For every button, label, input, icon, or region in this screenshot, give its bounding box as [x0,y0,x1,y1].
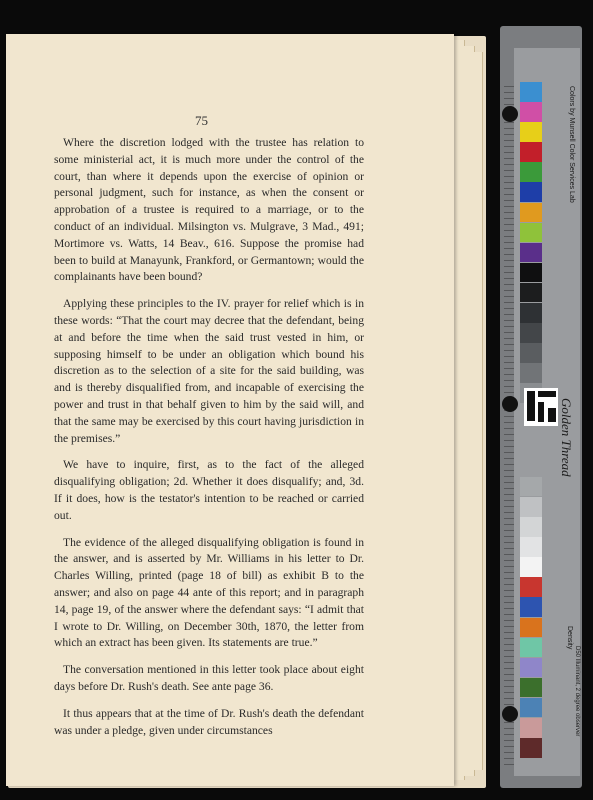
paragraph: Applying these principles to the IV. prayer for relief which is in these words: “That the court may decree that the defendant, being at and before the time when the said trust vested in him, or supposing himself to be under an obligation which bound his discretion as to the selection of a site for the said building, was and is thereby disqualified from, and incapable of exercising the power and trust in that behalf given to him by the said will, and that the same may be exercised by this court having jurisdiction in the premises.” [54,297,364,445]
density-label: Density [566,626,573,650]
color-patch [520,597,542,617]
color-patch [520,283,542,303]
color-patch [520,517,542,537]
observer-text: D50 Illuminant, 2 degree observer [574,646,580,737]
color-patch [520,618,542,638]
color-patch [520,658,542,678]
ruler-ticks [504,86,514,766]
color-patch [520,477,542,497]
paragraph: The evidence of the alleged disqualifying obligation is found in the answer, and is asserted by Mr. Williams in his letter to Dr. Charles Willing, printed (page 18 of bill) as exhibit B to the answer; and also on page 44 ante of this report; and in paragraph 14, page 19, of the answer where the defendant says: “I admit that I wrote to Dr. Willing, on December 30th, 1870, the letter from which an extract has been given. Its statements are true.” [54,535,364,650]
color-patch [520,738,542,758]
color-patch [520,343,542,363]
color-patch [520,323,542,343]
color-patch [520,497,542,517]
paragraph: The conversation mentioned in this letter took place about eight days before Dr. Rush's death. See ante page 36. [54,663,364,693]
maker-text: Colors by Munsell Color Services Lab [568,86,575,203]
color-patch [520,102,542,122]
color-patch [520,243,542,263]
color-patch [520,182,542,202]
page-edge [474,52,483,770]
brand-text: Golden Thread [559,398,574,477]
color-patch [520,638,542,658]
color-patch [520,142,542,162]
color-patch [520,162,542,182]
focus-target [524,388,558,426]
color-patch [520,263,542,283]
color-patch [520,122,542,142]
card-hole [502,396,518,412]
color-patch [520,82,542,102]
color-patch [520,577,542,597]
color-patch [520,303,542,323]
card-hole [502,106,518,122]
page-number: 75 [195,113,208,128]
color-patch [520,203,542,223]
color-patch [520,223,542,243]
paragraph: Where the discretion lodged with the trustee has relation to some ministerial act, it is much more under the control of the court, than where it depends upon the exercise of opinion or personal judgment, such for instance, as when the consent or approbation of a trustee is required to a marriage, or to the conduct of an individual. Milsington vs. Mulgrave, 3 Mad., 491; Mortimore vs. Watts, 14 Beav., 616. Suppose the promise had been to build at Manayunk, Frankford, or Germantown; would the complainants have been bound? [54,136,364,284]
color-patch [520,363,542,383]
color-patch [520,698,542,718]
color-patch [520,557,542,577]
color-patch [520,678,542,698]
card-hole [502,706,518,722]
paragraph: We have to inquire, first, as to the fact of the alleged disqualifying obligation; 2d. Whether it does disqualify; and, 3d. If it does, how is the testator's intention to be reached or carried out. [54,458,364,522]
color-patch [520,718,542,738]
body-text [54,135,364,749]
paragraph: It thus appears that at the time of Dr. Rush's death the defendant was under a pledge, given under circumstances [54,706,364,737]
color-patch [520,537,542,557]
color-calibration-card [500,26,582,788]
